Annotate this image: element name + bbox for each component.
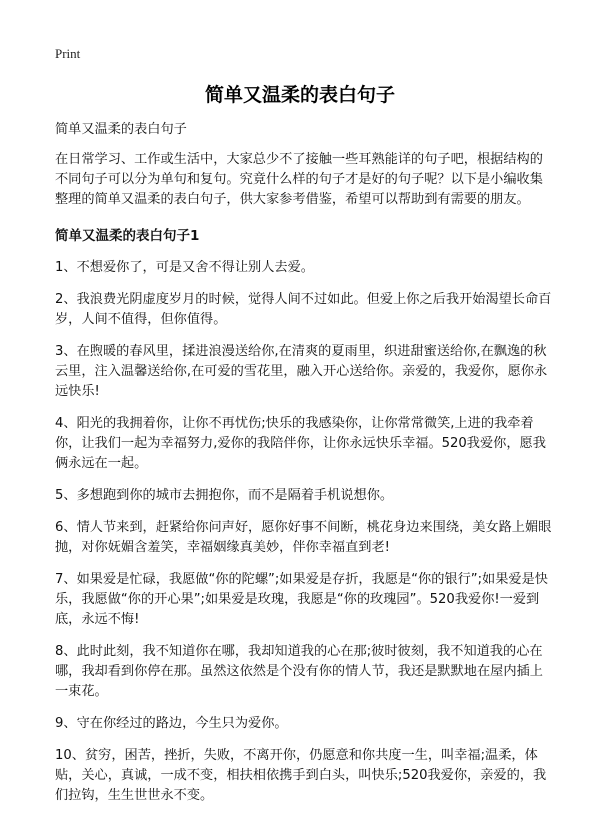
article-intro: 在日常学习、工作或生活中，大家总少不了接触一些耳熟能详的句子吧，根据结构的不同句子可以分为单句和复句。究竟什么样的句子才是好的句子呢？以下是小编收集整理的简单又温柔的表白句子，供大家参考借鉴，希望可以帮助到有需要的朋友。 (55, 152, 543, 207)
section-heading: 简单又温柔的表白句子1 (55, 228, 200, 244)
list-item: 5、多想跑到你的城市去拥抱你，而不是隔着手机说想你。 (55, 488, 394, 503)
list-item: 1、不想爱你了，可是又舍不得让别人去爱。 (55, 260, 314, 275)
article-body (55, 120, 555, 818)
article-subtitle: 简单又温柔的表白句子 (55, 122, 187, 137)
page-title: 简单又温柔的表白句子 (204, 84, 395, 106)
list-item: 4、阳光的我拥着你，让你不再忧伤;快乐的我感染你，让你常常微笑,上进的我牵着你，让我们一起为幸福努力,爱你的我陪伴你，让你永远快乐幸福。520我爱你，愿我俩永远在一起。 (55, 416, 546, 471)
print-link[interactable]: Print (55, 46, 81, 61)
list-item: 6、情人节来到，赶紧给你问声好，愿你好事不间断，桃花身边来围绕，美女路上媚眼抛，对你妩媚含羞笑，幸福姻缘真美妙，伴你幸福直到老! (55, 520, 552, 555)
list-item: 3、在煦暖的春风里，揉进浪漫送给你,在清爽的夏雨里，织进甜蜜送给你,在飘逸的秋云里，注入温馨送给你,在可爱的雪花里，融入开心送给你。亲爱的，我爱你，愿你永远快乐! (55, 344, 548, 399)
list-item: 8、此时此刻，我不知道你在哪，我却知道我的心在那;彼时彼刻，我不知道我的心在哪，我却看到你停在那。虽然这依然是个没有你的情人节，我还是默默地在屋内插上一束花。 (55, 644, 543, 699)
list-item: 9、守在你经过的路边，今生只为爱你。 (55, 716, 288, 731)
list-item: 2、我浪费光阴虚度岁月的时候，觉得人间不过如此。但爱上你之后我开始渴望长命百岁，人间不值得，但你值得。 (55, 292, 552, 327)
list-item: 7、如果爱是忙碌，我愿做“你的陀螺”;如果爱是存折，我愿是“你的银行”;如果爱是快乐，我愿做“你的开心果”;如果爱是玫瑰，我愿是“你的玫瑰园”。520我爱你!一爱到底，永远不悔! (55, 572, 548, 627)
list-item: 10、贫穷，困苦，挫折，失败，不离开你，仍愿意和你共度一生，叫幸福;温柔，体贴，关心，真诚，一成不变，相扶相依携手到白头，叫快乐;520我爱你，亲爱的，我们拉钩，生生世世永不变。 (55, 748, 547, 803)
